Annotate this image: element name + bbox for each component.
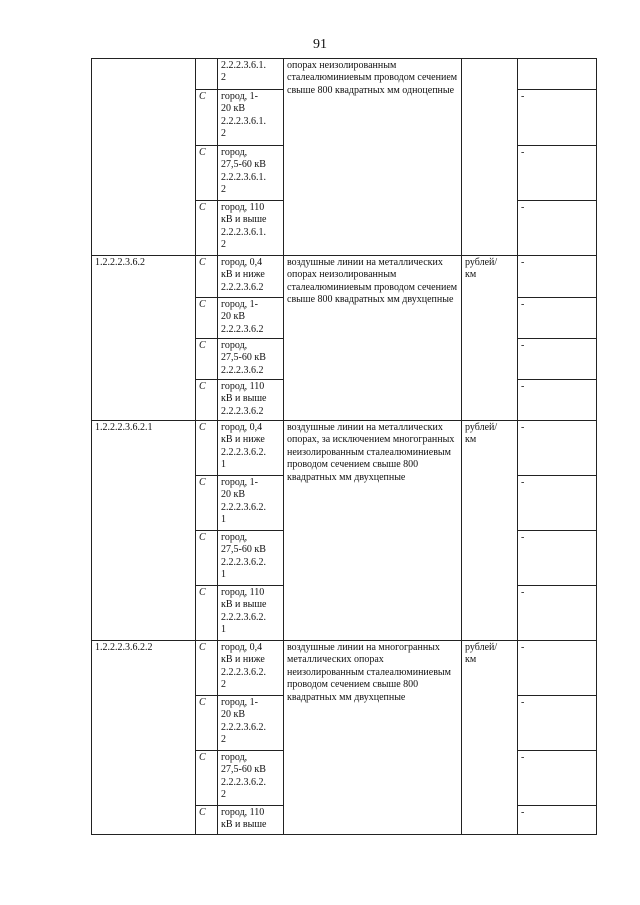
voltage-category: город, 27,5-60 кВ 2.2.2.3.6.1. 2 — [218, 146, 284, 201]
item-code — [92, 59, 196, 256]
rate-symbol: С — [196, 201, 218, 256]
table-row — [92, 59, 597, 90]
rate-value: - — [518, 380, 597, 421]
unit-of-measure: рублей/ км — [462, 256, 518, 421]
rate-symbol: С — [196, 586, 218, 641]
table-row — [92, 641, 597, 696]
line-description: опорах неизолированным сталеалюминиевым проводом сечением свыше 800 квадратных мм одноцепные — [284, 59, 462, 256]
voltage-category: город, 110 кВ и выше 2.2.2.3.6.2 — [218, 380, 284, 421]
voltage-category: город, 1- 20 кВ 2.2.2.3.6.2. 1 — [218, 476, 284, 531]
rate-value: - — [518, 90, 597, 146]
rate-symbol: С — [196, 380, 218, 421]
voltage-category: город, 27,5-60 кВ 2.2.2.3.6.2. 2 — [218, 751, 284, 806]
unit-of-measure — [462, 59, 518, 256]
rate-value: - — [518, 146, 597, 201]
rate-symbol: С — [196, 476, 218, 531]
rate-value: - — [518, 751, 597, 806]
voltage-category: город, 0,4 кВ и ниже 2.2.2.3.6.2. 2 — [218, 641, 284, 696]
voltage-category: город, 27,5-60 кВ 2.2.2.3.6.2 — [218, 339, 284, 380]
rate-value: - — [518, 531, 597, 586]
rate-symbol — [196, 59, 218, 90]
rate-value: - — [518, 298, 597, 339]
voltage-category: город, 0,4 кВ и ниже 2.2.2.3.6.2 — [218, 256, 284, 298]
rate-symbol: С — [196, 531, 218, 586]
rate-value: - — [518, 641, 597, 696]
rate-value: - — [518, 256, 597, 298]
rate-symbol: С — [196, 696, 218, 751]
voltage-category: город, 0,4 кВ и ниже 2.2.2.3.6.2. 1 — [218, 421, 284, 476]
table-row — [92, 421, 597, 476]
voltage-category: город, 110 кВ и выше 2.2.2.3.6.2. 1 — [218, 586, 284, 641]
rate-value: - — [518, 476, 597, 531]
rate-symbol: С — [196, 421, 218, 476]
line-description: воздушные линии на многогранных металлических опорах неизолированным сталеалюминиевым проводом сечением свыше 800 квадратных мм двухцепные — [284, 641, 462, 835]
rate-value: - — [518, 586, 597, 641]
rate-symbol: С — [196, 751, 218, 806]
rate-value: - — [518, 421, 597, 476]
rate-value: - — [518, 339, 597, 380]
item-code: 1.2.2.2.3.6.2.1 — [92, 421, 196, 641]
rate-symbol: С — [196, 298, 218, 339]
voltage-category: город, 1- 20 кВ 2.2.2.3.6.2 — [218, 298, 284, 339]
page-number: 91 — [313, 37, 327, 52]
unit-of-measure: рублей/ км — [462, 421, 518, 641]
line-description: воздушные линии на металлических опорах, за исключением многогранных неизолированным сталеалюминиевым проводом сечением свыше 800 квадратных мм двухцепные — [284, 421, 462, 641]
voltage-category: город, 110 кВ и выше — [218, 806, 284, 835]
voltage-category: город, 27,5-60 кВ 2.2.2.3.6.2. 1 — [218, 531, 284, 586]
tariff-table — [91, 58, 597, 835]
voltage-category: город, 110 кВ и выше 2.2.2.3.6.1. 2 — [218, 201, 284, 256]
item-code: 1.2.2.2.3.6.2 — [92, 256, 196, 421]
rate-symbol: С — [196, 806, 218, 835]
rate-value: - — [518, 806, 597, 835]
rate-symbol: С — [196, 339, 218, 380]
voltage-category: 2.2.2.3.6.1. 2 — [218, 59, 284, 90]
rate-symbol: С — [196, 90, 218, 146]
tariff-table-body — [92, 59, 597, 835]
rate-symbol: С — [196, 256, 218, 298]
voltage-category: город, 1- 20 кВ 2.2.2.3.6.2. 2 — [218, 696, 284, 751]
rate-symbol: С — [196, 146, 218, 201]
table-row — [92, 256, 597, 298]
rate-value: - — [518, 696, 597, 751]
item-code: 1.2.2.2.3.6.2.2 — [92, 641, 196, 835]
rate-value — [518, 59, 597, 90]
unit-of-measure: рублей/ км — [462, 641, 518, 835]
line-description: воздушные линии на металлических опорах неизолированным сталеалюминиевым проводом сечением свыше 800 квадратных мм двухцепные — [284, 256, 462, 421]
voltage-category: город, 1- 20 кВ 2.2.2.3.6.1. 2 — [218, 90, 284, 146]
rate-value: - — [518, 201, 597, 256]
rate-symbol: С — [196, 641, 218, 696]
